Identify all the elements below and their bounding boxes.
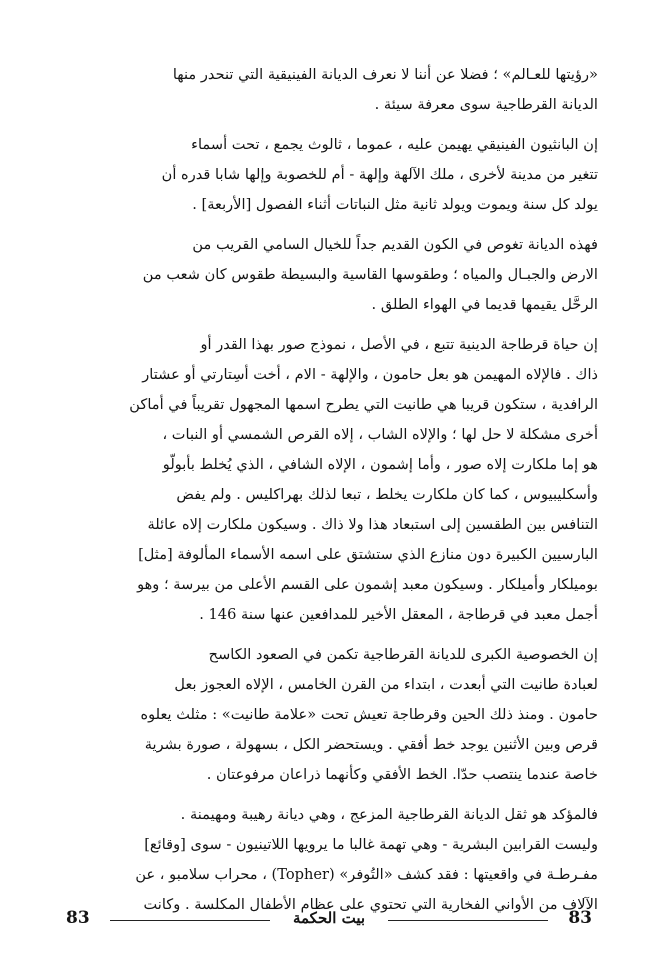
text-line: أجمل معبد في قرطاجة ، المعقل الأخير للمدافعين عنها سنة 146 . — [199, 606, 598, 623]
page-number: 83 — [66, 908, 90, 928]
text-line: وأسكليبيوس ، كما كان ملكارت يخلط ، تبعا لذلك بهراكليس . ولم يفض — [176, 486, 598, 503]
text-line: خاصة عندما ينتصب حدّا. الخط الأفقي وكأنهما ذراعان مرفوعتان . — [206, 766, 598, 783]
text-line: بوميلكار وأميلكار . وسيكون معبد إشمون على القسم الأعلى من بيرسة ؛ وهو — [137, 576, 598, 593]
text-line: الارض والجبـال والمياه ؛ وطقوسها القاسية والبسيطة طقوس كان شعب من — [142, 266, 598, 283]
text-line: البارسيين الكبيرة دون منازع الذي ستشتق على اسمه الأسماء المألوفة [مثل] — [138, 546, 598, 563]
paragraph — [60, 230, 598, 320]
text-line: الآلاف من الأواني الفخارية التي تحتوي على عظام الأطفال المكلسة . وكانت — [143, 896, 598, 913]
text-line: وليست القرابين البشرية - وهي تهمة غالبا ما يرويها اللاتينيون - سوى [وقائع] — [144, 836, 598, 853]
paragraph — [60, 60, 598, 120]
page-body — [60, 60, 598, 930]
text-line: فهذه الديانة تغوص في الكون القديم جداً للخيال السامي القريب من — [192, 236, 598, 253]
text-line: أخرى مشكلة لا حل لها ؛ والإلاه الشاب ، إلاه القرص الشمسي أو النبات ، — [162, 426, 598, 443]
page-number: 83 — [568, 908, 592, 928]
text-line: إن الخصوصية الكبرى للديانة القرطاجية تكمن في الصعود الكاسح — [208, 646, 598, 663]
paragraph — [60, 130, 598, 220]
text-line: الديانة القرطاجية سوى معرفة سيئة . — [374, 96, 598, 113]
text-line: إن البانثيون الفينيقي يهيمن عليه ، عموما ، ثالوث يجمع ، تحت أسماء — [191, 136, 598, 153]
paragraph — [60, 330, 598, 630]
text-line: يولد كل سنة ويموت ويولد ثانية مثل النباتات أثناء الفصول [الأربعة] . — [192, 196, 598, 213]
text-line: حامون . ومنذ ذلك الحين وقرطاجة تعيش تحت «علامة طانيت» : مثلث يعلوه — [140, 706, 598, 723]
text-line: مفـرطـة في واقعيتها : فقد كشف «التُوفر» (Topher) ، محراب سلامبو ، عن — [135, 866, 598, 883]
page-footer — [60, 904, 598, 932]
text-line: قرص وبين الأثنين يوجد خط أفقي . ويستحضر الكل ، بسهولة ، صورة بشرية — [144, 736, 598, 753]
text-line: تتغير من مدينة لأخرى ، ملك الآلهة وإلهة - أم للخصوبة وإلها شابا قدره أن — [161, 166, 598, 183]
text-line: الرافدية ، ستكون قريبا هي طانيت التي يطرح اسمها المجهول تقريباً في أماكن — [129, 396, 598, 413]
text-line: التنافس بين الطقسين إلى استبعاد هذا ولا ذاك . وسيكون ملكارت إلاه عائلة — [147, 516, 598, 533]
footer-title: بيت الحكمة — [292, 909, 366, 927]
text-line: لعبادة طانيت التي أبعدت ، ابتداء من القرن الخامس ، الإلاه العجوز بعل — [174, 676, 598, 693]
text-line: الرحَّل يقيمها قديما في الهواء الطلق . — [371, 296, 598, 313]
text-line: إن حياة قرطاجة الدينية تتبع ، في الأصل ، نموذج صور بهذا القدر أو — [200, 336, 598, 353]
paragraph — [60, 640, 598, 790]
footer-rule — [110, 920, 270, 921]
text-line: هو إما ملكارت إلاه صور ، وأما إشمون ، الإلاه الشافي ، الذي يُخلط بأبولّو — [162, 456, 598, 473]
text-line: فالمؤكد هو ثقل الديانة القرطاجية المزعج ، وهي ديانة رهيبة ومهيمنة . — [180, 806, 598, 823]
paragraph — [60, 800, 598, 920]
text-line: ذاك . فالإلاه المهيمن هو بعل حامون ، والإلهة - الام ، أخت أسِتارتي أو عشتار — [142, 366, 598, 383]
text-line: «رؤيتها للعـالم» ؛ فضلا عن أننا لا نعرف الديانة الفينيقية التي تنحدر منها — [172, 66, 598, 83]
